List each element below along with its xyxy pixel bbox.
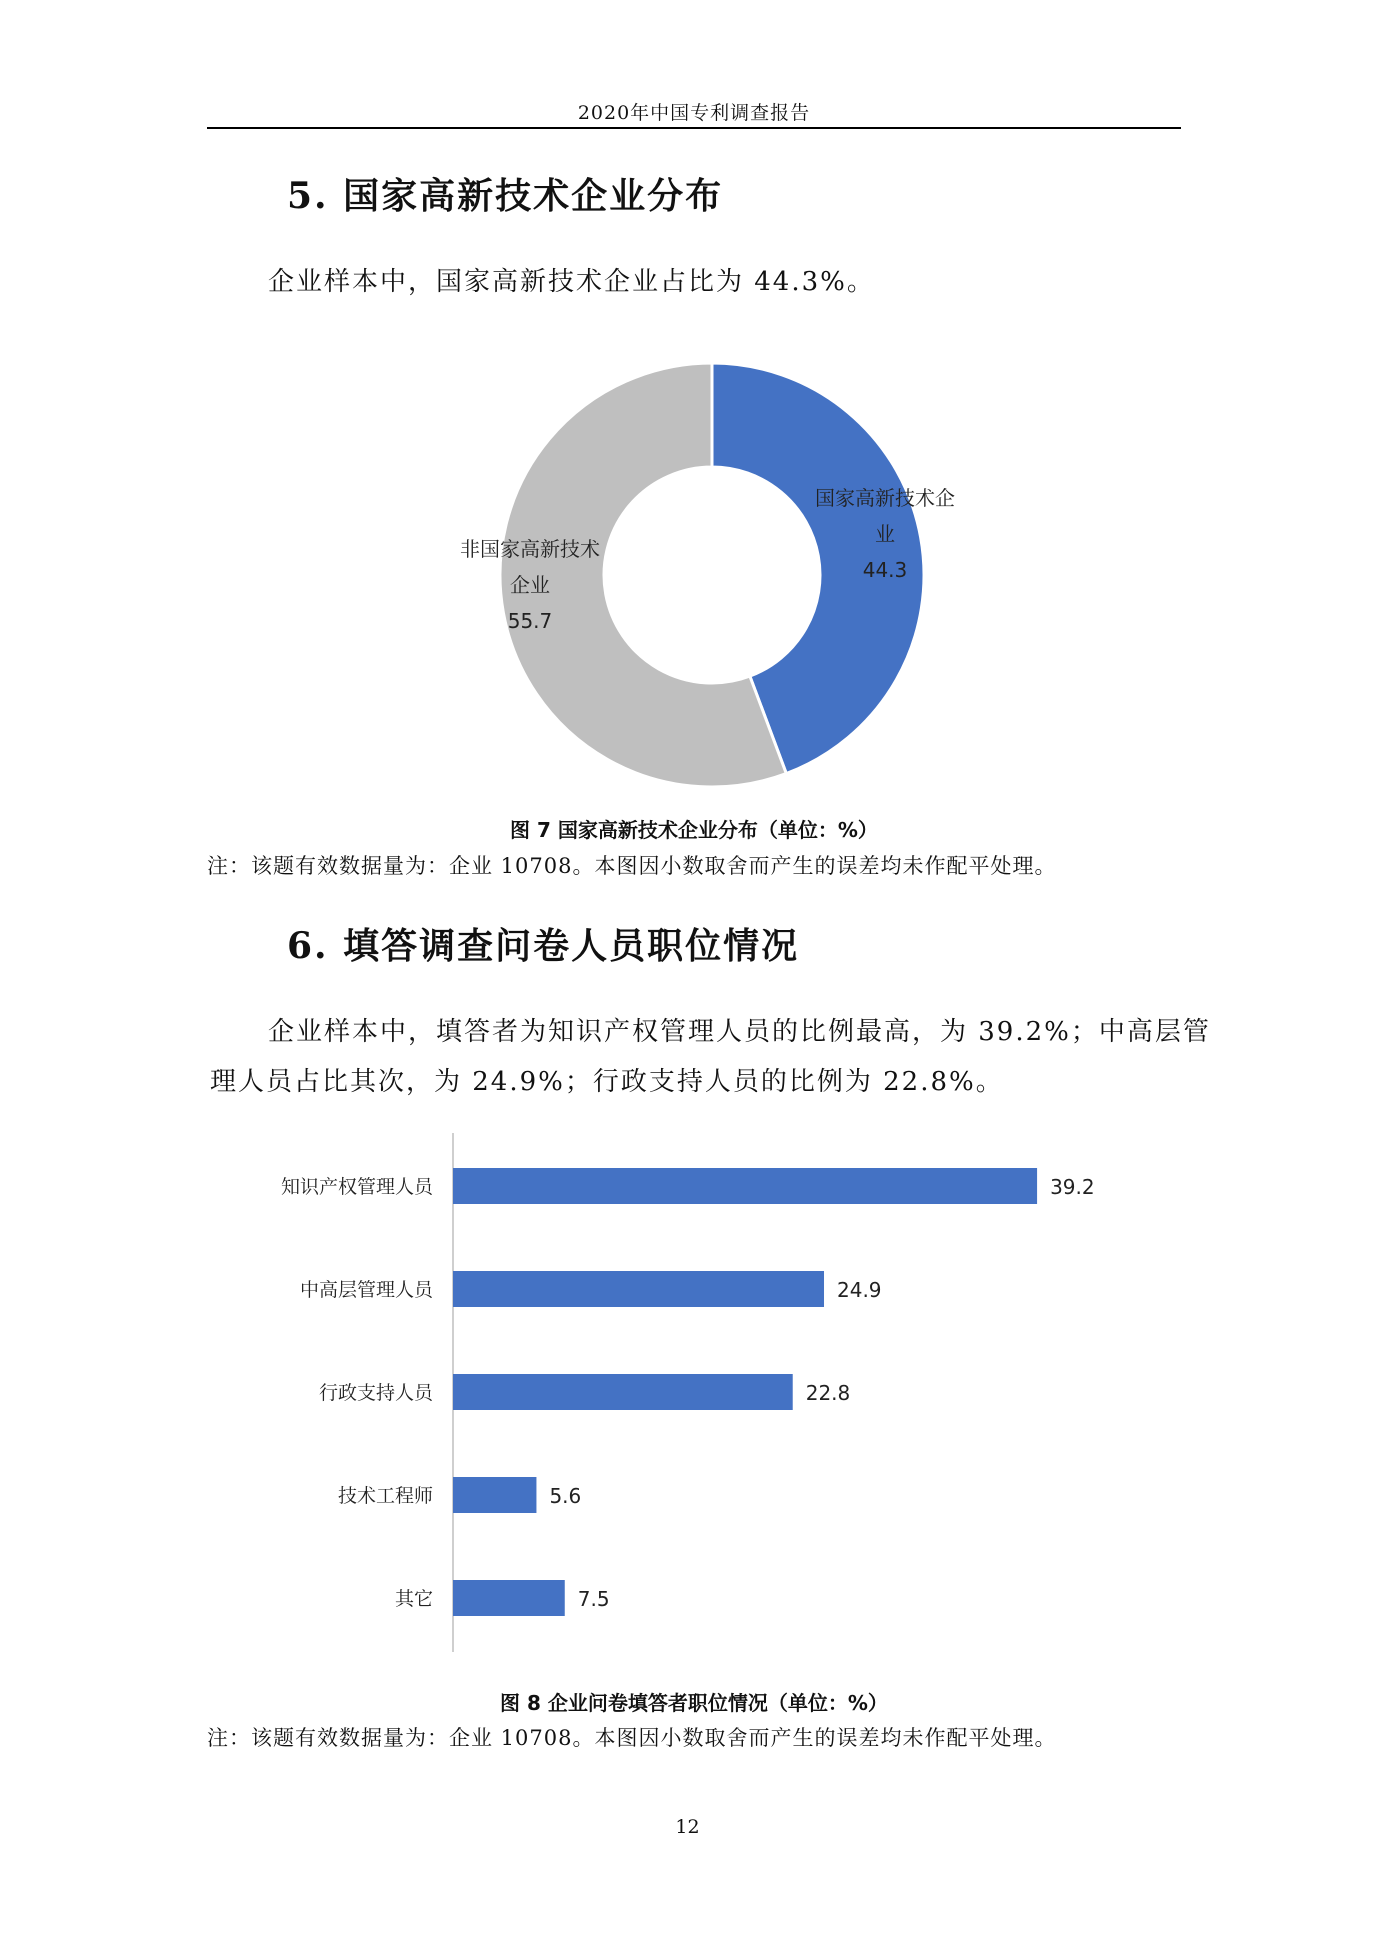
- bar-value-label: 7.5: [577, 1587, 610, 1611]
- bar-value-label: 5.6: [549, 1484, 582, 1508]
- figure-8-note: 注：该题有效数据量为：企业 10708。本图因小数取舍而产生的误差均未作配平处理。: [207, 1726, 1057, 1750]
- donut-label-line: 55.7: [507, 609, 553, 633]
- figure-7-note: 注：该题有效数据量为：企业 10708。本图因小数取舍而产生的误差均未作配平处理。: [207, 854, 1057, 878]
- running-header: 2020年中国专利调查报告: [577, 102, 811, 124]
- section-5-heading: 5. 国家高新技术企业分布: [287, 175, 724, 217]
- section-5-paragraph: 企业样本中，国家高新技术企业占比为 44.3%。: [268, 267, 875, 297]
- donut-label-line: 44.3: [862, 558, 908, 582]
- bar-category-label: 知识产权管理人员: [280, 1176, 433, 1198]
- bar-category-label: 其它: [394, 1588, 433, 1610]
- bar: [453, 1374, 793, 1410]
- donut-label-line: 业: [875, 522, 895, 546]
- bar: [453, 1168, 1037, 1204]
- bar-value-label: 22.8: [805, 1381, 851, 1405]
- donut-label-line: 企业: [510, 573, 550, 597]
- donut-label-line: 非国家高新技术: [460, 537, 600, 561]
- section-6-paragraph-line-1: 企业样本中，填答者为知识产权管理人员的比例最高，为 39.2%；中高层管: [268, 1017, 1211, 1047]
- bar-category-label: 中高层管理人员: [299, 1279, 433, 1301]
- figure-8-caption: 图 8 企业问卷填答者职位情况（单位：%）: [500, 1691, 888, 1715]
- bar: [453, 1580, 565, 1616]
- donut-label-line: 国家高新技术企: [815, 486, 955, 510]
- bar-category-label: 行政支持人员: [318, 1382, 433, 1404]
- bar: [453, 1271, 824, 1307]
- figure-7-caption: 图 7 国家高新技术企业分布（单位：%）: [510, 818, 878, 842]
- section-6-heading: 6. 填答调查问卷人员职位情况: [287, 925, 800, 967]
- bar-value-label: 24.9: [837, 1278, 882, 1302]
- bar-value-label: 39.2: [1050, 1175, 1095, 1199]
- bar: [453, 1477, 536, 1513]
- bar-category-label: 技术工程师: [337, 1485, 433, 1507]
- section-6-paragraph-line-2: 理人员占比其次，为 24.9%；行政支持人员的比例为 22.8%。: [210, 1067, 1004, 1097]
- page-number: 12: [675, 1816, 700, 1838]
